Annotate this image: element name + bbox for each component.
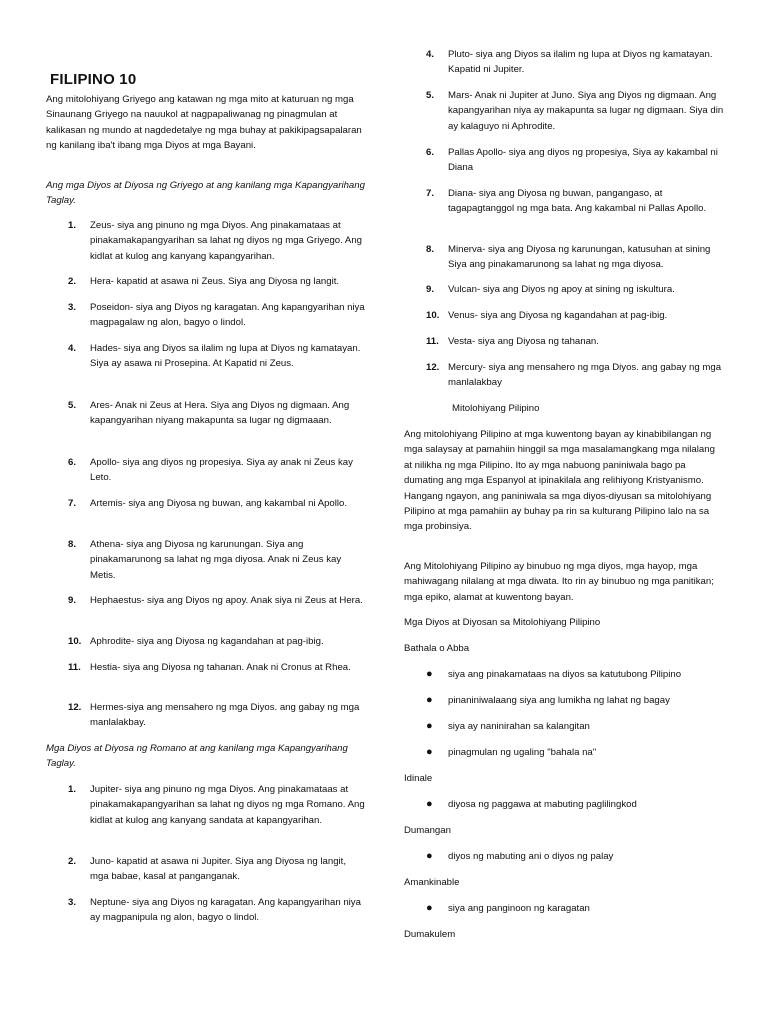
list-item: [46, 782, 366, 828]
bullet-icon: ●: [426, 902, 433, 914]
pilipino-paragraph-2: Ang Mitolohiyang Pilipino ay binubuo ng mga diyos, mga hayop, mga mahiwagang nilalang at mga diwata. Ito rin ay binubuo ng mga panitikan; mga epiko, alamat at kuwentong bayan.: [404, 561, 714, 603]
item-number: 11.: [68, 662, 81, 673]
roman-gods-list: [404, 360, 724, 391]
item-text: Hestia- siya ang Diyosa ng tahanan. Anak ni Cronus at Rhea.: [90, 662, 351, 673]
greek-gods-list: [46, 660, 366, 675]
list-item: [46, 854, 366, 885]
item-text: Juno- kapatid at asawa ni Jupiter. Siya ang Diyosa ng langit, mga babae, kasal at panganganak.: [90, 856, 346, 883]
list-item: [404, 334, 724, 349]
bullet-text: siya ang panginoon ng karagatan: [448, 903, 590, 914]
item-text: Zeus- siya ang pinuno ng mga Diyos. Ang pinakamataas at pinakamakapangyarihan sa lahat ng diyos ng mga Griyego. Ang kidlat at kulog ang kanyang kapangyarihan.: [90, 220, 362, 262]
list-item: [404, 186, 724, 217]
list-item: [404, 242, 724, 273]
greek-gods-list: [46, 496, 366, 511]
pilipino-section-heading: Mitolohiyang Pilipino: [452, 403, 540, 414]
roman-section-heading: Mga Diyos at Diyosa ng Romano at ang kanilang mga Kapangyarihang Taglay.: [46, 743, 348, 770]
list-item: [404, 88, 724, 134]
item-number: 9.: [68, 595, 77, 606]
bullet-item: [404, 745, 724, 760]
list-item: [46, 537, 366, 583]
roman-gods-list: [46, 782, 366, 828]
list-item: [404, 282, 724, 297]
item-number: 6.: [426, 147, 435, 158]
bullet-icon: ●: [426, 694, 433, 706]
item-number: 3.: [68, 302, 77, 313]
roman-gods-list: [404, 186, 724, 217]
greek-gods-list: [46, 274, 366, 289]
list-item: [404, 47, 724, 78]
roman-gods-list: [404, 88, 724, 134]
roman-gods-list: [404, 282, 724, 297]
item-number: 12.: [426, 362, 440, 373]
greek-gods-list: [46, 634, 366, 649]
greek-gods-list: [46, 537, 366, 583]
item-number: 5.: [68, 400, 77, 411]
item-text: Jupiter- siya ang pinuno ng mga Diyos. Ang pinakamataas at pinakamakapangyarihan sa lahat ng diyos ng mga Romano. Ang kidlat at kulog ang kanyang sandata at kapangyarihan.: [90, 784, 365, 826]
deity-name-amankinable: Amankinable: [404, 877, 460, 888]
roman-gods-list: [404, 334, 724, 349]
list-item: [46, 634, 366, 649]
item-number: 1.: [68, 220, 77, 231]
bullet-text: diyosa ng paggawa at mabuting paglilingkod: [448, 799, 637, 810]
list-item: [46, 593, 366, 608]
deity-name-dumangan: Dumangan: [404, 825, 451, 836]
bullet-icon: ●: [426, 850, 433, 862]
roman-gods-list: [404, 242, 724, 273]
item-text: Athena- siya ang Diyosa ng karunungan. Siya ang pinakamarunong sa lahat ng mga diyosa. Anak ni Zeus kay Metis.: [90, 539, 342, 581]
deity-name-dumakulem: Dumakulem: [404, 929, 456, 940]
roman-gods-list: [46, 895, 366, 926]
item-text: Mars- Anak ni Jupiter at Juno. Siya ang Diyos ng digmaan. Ang kapangyarihan niya ay makapunta sa lugar ng digmaan. Siya din ay kalaguyo ni Aphrodite.: [448, 90, 724, 132]
bullet-item: [404, 693, 724, 708]
list-item: [404, 145, 724, 176]
item-number: 8.: [426, 244, 435, 255]
list-item: [46, 700, 366, 731]
item-number: 10.: [68, 636, 82, 647]
greek-gods-list: [46, 398, 366, 429]
item-text: Venus- siya ang Diyosa ng kagandahan at pag-ibig.: [448, 310, 668, 321]
list-item: [46, 218, 366, 264]
greek-gods-list: [46, 341, 366, 372]
roman-gods-list: [46, 854, 366, 885]
item-number: 7.: [426, 188, 435, 199]
item-number: 4.: [426, 49, 435, 60]
bullet-item: [404, 797, 724, 812]
bullet-icon: ●: [426, 668, 433, 680]
list-item: [404, 308, 724, 323]
item-text: Mercury- siya ang mensahero ng mga Diyos. ang gabay ng mga manlalakbay: [448, 362, 722, 389]
list-item: [46, 496, 366, 511]
item-number: 2.: [68, 856, 77, 867]
greek-gods-list: [46, 218, 366, 264]
roman-gods-list: [404, 145, 724, 176]
list-item: [46, 660, 366, 675]
bullet-icon: ●: [426, 720, 433, 732]
item-number: 6.: [68, 457, 77, 468]
roman-gods-list: [404, 308, 724, 323]
list-item: [46, 274, 366, 289]
item-text: Ares- Anak ni Zeus at Hera. Siya ang Diyos ng digmaan. Ang kapangyarihan niyang makapunta sa lugar ng digmaaan.: [90, 400, 350, 427]
bullet-item: [404, 849, 724, 864]
item-text: Poseidon- siya ang Diyos ng karagatan. Ang kapangyarihan niya magpagalaw ng alon, bagyo o lindol.: [90, 302, 365, 329]
list-item: [46, 341, 366, 372]
list-item: [46, 895, 366, 926]
item-number: 4.: [68, 343, 77, 354]
bullet-text: pinaniniwalaang siya ang lumikha ng lahat ng bagay: [448, 695, 670, 706]
item-number: 5.: [426, 90, 435, 101]
pilipino-paragraph-1: Ang mitolohiyang Pilipino at mga kuwentong bayan ay kinabibilangan ng mga salaysay at pamahiin hinggil sa mga masalamangkang mga nilalang at nilikha ng mga Pilipino. Ito ay mga nabuong paniniwala bago pa dumating ang mga Espanyol at ipinakilala ang relihiyong Kristyanismo. Hangang ngayon, ang paniniwala sa mga diyos-diyusan sa mitolohiyang Pilipino at mga pamahiin ay buhay pa rin sa kulturang Pilipino lalo na sa mga probinsiya.: [404, 429, 715, 533]
bullet-text: pinagmulan ng ugaling "bahala na": [448, 747, 597, 758]
list-item: [46, 455, 366, 486]
item-text: Minerva- siya ang Diyosa ng karunungan, katusuhan at sining Siya ang pinakamarunong sa lahat ng mga diyosa.: [448, 244, 711, 271]
list-item: [404, 360, 724, 391]
pilipino-gods-subheading: Mga Diyos at Diyosan sa Mitolohiyang Pilipino: [404, 617, 601, 628]
bullet-item: [404, 719, 724, 734]
bullet-text: siya ang pinakamataas na diyos sa katutubong Pilipino: [448, 669, 682, 680]
item-number: 12.: [68, 702, 82, 713]
greek-section-heading: Ang mga Diyos at Diyosa ng Griyego at ang kanilang mga Kapangyarihang Taglay.: [46, 180, 365, 207]
item-number: 8.: [68, 539, 77, 550]
deity-name-idinale: Idinale: [404, 773, 433, 784]
item-text: Pluto- siya ang Diyos sa ilalim ng lupa at Diyos ng kamatayan. Kapatid ni Jupiter.: [448, 49, 713, 76]
deity-name-bathala: Bathala o Abba: [404, 643, 470, 654]
bullet-icon: ●: [426, 798, 433, 810]
item-text: Pallas Apollo- siya ang diyos ng propesiya, Siya ay kakambal ni Diana: [448, 147, 718, 174]
item-text: Hades- siya ang Diyos sa ilalim ng lupa at Diyos ng kamatayan. Siya ay asawa ni Prosepina. At Kapatid ni Zeus.: [90, 343, 361, 370]
item-text: Apollo- siya ang diyos ng propesiya. Siya ay anak ni Zeus kay Leto.: [90, 457, 353, 484]
item-text: Neptune- siya ang Diyos ng karagatan. Ang kapangyarihan niya ay magpanipula ng alon, bagyo o lindol.: [90, 897, 361, 924]
item-text: Hephaestus- siya ang Diyos ng apoy. Anak siya ni Zeus at Hera.: [90, 595, 363, 606]
bullet-item: [404, 667, 724, 682]
bullet-text: diyos ng mabuting ani o diyos ng palay: [448, 851, 614, 862]
roman-gods-list: [404, 47, 724, 78]
greek-gods-list: [46, 300, 366, 331]
item-text: Artemis- siya ang Diyosa ng buwan, ang kakambal ni Apollo.: [90, 498, 348, 509]
page-title: FILIPINO 10: [50, 71, 137, 88]
item-text: Vesta- siya ang Diyosa ng tahanan.: [448, 336, 599, 347]
item-text: Vulcan- siya ang Diyos ng apoy at sining ng iskultura.: [448, 284, 675, 295]
item-number: 7.: [68, 498, 77, 509]
item-text: Aphrodite- siya ang Diyosa ng kagandahan at pag-ibig.: [90, 636, 324, 647]
item-number: 9.: [426, 284, 435, 295]
item-number: 1.: [68, 784, 77, 795]
item-number: 2.: [68, 276, 77, 287]
intro-paragraph: Ang mitolohiyang Griyego ang katawan ng mga mito at katuruan ng mga Sinaunang Griyego na nauukol at nagpapaliwanag ng pinagmulan at kalikasan ng mundo at nagdedetalye ng mga buhay at pakikipagsapalaran ng kanilang iba't ibang mga Diyos at mga Bayani.: [46, 94, 362, 152]
item-text: Hera- kapatid at asawa ni Zeus. Siya ang Diyosa ng langit.: [90, 276, 340, 287]
item-number: 3.: [68, 897, 77, 908]
list-item: [46, 398, 366, 429]
item-text: Diana- siya ang Diyosa ng buwan, pangangaso, at tagapagtanggol ng mga bata. Ang kakambal ni Pallas Apollo.: [448, 188, 707, 215]
bullet-text: siya ay naninirahan sa kalangitan: [448, 721, 590, 732]
item-text: Hermes-siya ang mensahero ng mga Diyos. ang gabay ng mga manlalakbay.: [90, 702, 360, 729]
item-number: 11.: [426, 336, 439, 347]
item-number: 10.: [426, 310, 440, 321]
list-item: [46, 300, 366, 331]
greek-gods-list: [46, 455, 366, 486]
bullet-item: [404, 901, 724, 916]
bullet-icon: ●: [426, 746, 433, 758]
greek-gods-list: [46, 700, 366, 731]
greek-gods-list: [46, 593, 366, 608]
